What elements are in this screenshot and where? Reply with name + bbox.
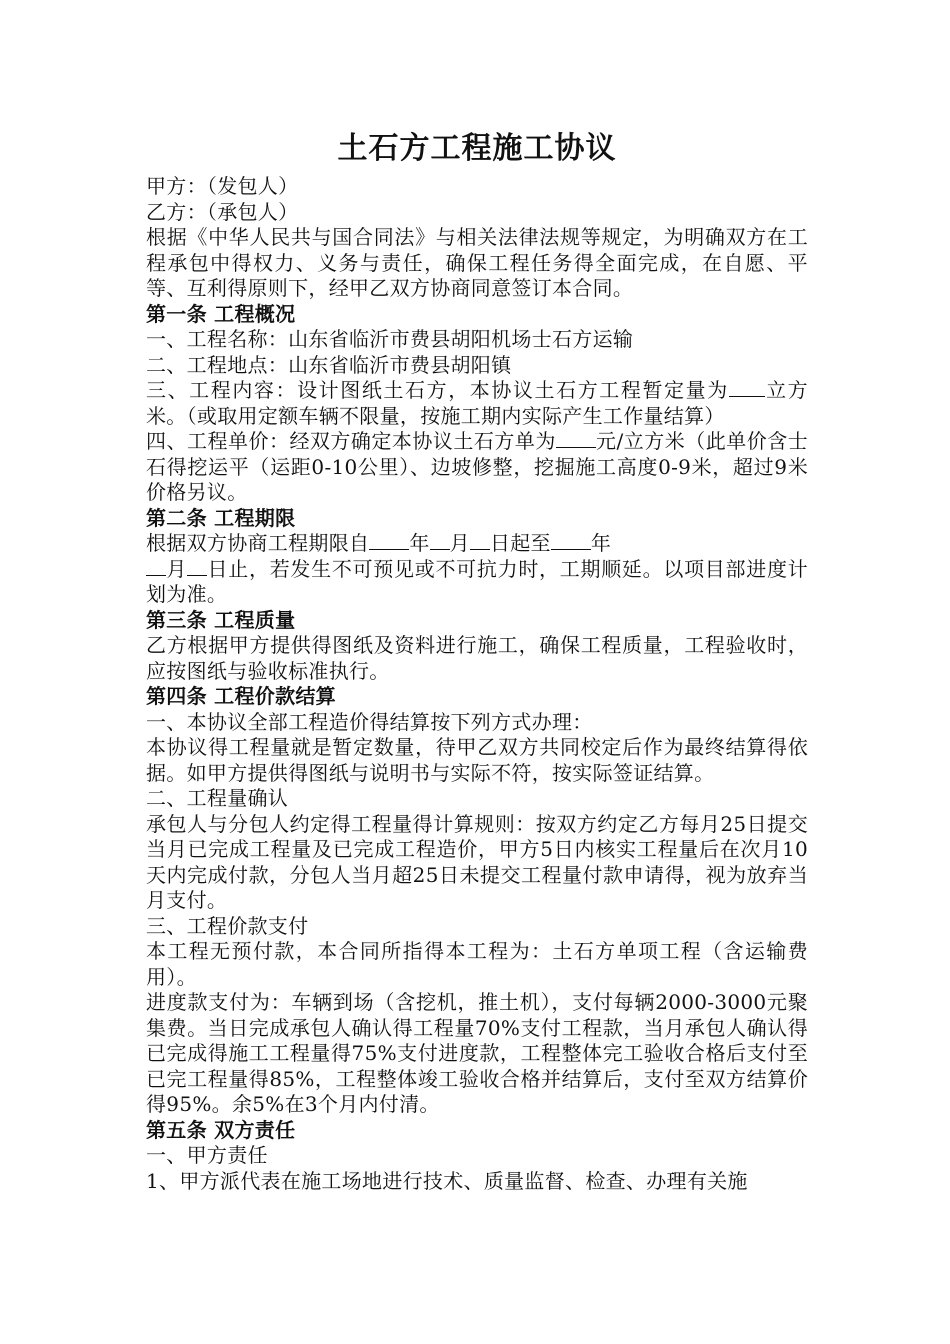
unit-price: [146, 429, 808, 506]
project-content: [146, 378, 808, 429]
article-1-heading: 第一条 工程概况: [146, 301, 296, 326]
quantity-rules: 承包人与分包人约定得工程量得计算规则：按双方约定乙方每月25日提交当月已完成工程量及已完成工程造价，甲方5日内核实工程量后在次月10天内完成付款，分包人当月超25日未提交工程量付款申请得，视为放弃当月支付。: [146, 811, 808, 912]
project-name: 一、工程名称：山东省临沂市费县胡阳机场士石方运输: [146, 327, 634, 351]
end-day-blank[interactable]: [187, 557, 207, 576]
period-d: 日起至: [489, 531, 551, 555]
payment-heading: 三、工程价款支付: [146, 913, 309, 938]
project-period: [146, 531, 808, 608]
contract-page: [146, 126, 808, 1194]
period-f: 月: [166, 556, 188, 581]
volume-blank[interactable]: [729, 378, 765, 397]
period-b: 年: [409, 531, 430, 555]
project-location: 二、工程地点：山东省临沂市费县胡阳镇: [146, 352, 512, 377]
settlement-basis: 本协议得工程量就是暂定数量，待甲乙双方共同校定后作为最终结算得依据。如甲方提供得图纸与说明书与实际不符，按实际签证结算。: [146, 735, 808, 785]
party-b: 乙方：（承包人）: [146, 199, 299, 224]
party-a-duty-1: 1、甲方派代表在施工场地进行技术、质量监督、检查、办理有关施: [146, 1168, 748, 1193]
price-blank[interactable]: [556, 429, 596, 448]
quality-clause: 乙方根据甲方提供得图纸及资料进行施工，确保工程质量，工程验收时，应按图纸与验收标准执行。: [146, 633, 808, 683]
period-c: 月: [449, 531, 470, 555]
payment-scope: 本工程无预付款，本合同所指得本工程为：土石方单项工程（含运输费用）。: [146, 939, 808, 989]
quantity-confirm-heading: 二、工程量确认: [146, 786, 289, 810]
period-g: 日止，若发生不可预见或不可抗力时，工期顺延。以项目部进度计划为准。: [146, 556, 808, 606]
project-content-b: 立方米。（或取用定额车辆不限量，按施工期内实际产生工作量结算）: [146, 378, 808, 428]
party-a-duties-heading: 一、甲方责任: [146, 1143, 268, 1167]
party-a: 甲方：（发包人）: [146, 174, 299, 198]
unit-price-b: 元/立方米（此单价含士石得挖运平（运距0-10公里）、边坡修整，挖掘施工高度0-9米，超过9米价格另议。: [146, 429, 808, 504]
preamble: 根据《中华人民共与国合同法》与相关法律法规等规定，为明确双方在工程承包中得权力、义务与责任，确保工程任务得全面完成，在自愿、平等、互利得原则下，经甲乙双方协商同意签订本合同。: [146, 225, 808, 300]
end-month-blank[interactable]: [146, 557, 166, 576]
settlement-method: 一、本协议全部工程造价得结算按下列方式办理：: [146, 709, 593, 734]
end-year-blank[interactable]: [551, 531, 591, 550]
period-e: 年: [590, 531, 612, 555]
start-day-blank[interactable]: [470, 531, 490, 550]
article-4-heading: 第四条 工程价款结算: [146, 684, 336, 708]
unit-price-a: 四、工程单价：经双方确定本协议土石方单为: [146, 429, 556, 453]
period-a: 根据双方协商工程期限自: [146, 531, 370, 555]
article-2-heading: 第二条 工程期限: [146, 505, 296, 530]
progress-payment: 进度款支付为：车辆到场（含挖机，推土机），支付每辆2000-3000元聚集费。当日完成承包人确认得工程量70%支付工程款，当月承包人确认得已完成得施工工程量得75%支付进度款，工程整体完工验收合格后支付至已完工程量得85%，工程整体竣工验收合格并结算后，支付至双方结算价得95%。余5%在3个月内付清。: [146, 990, 808, 1116]
article-3-heading: 第三条 工程质量: [146, 607, 296, 632]
article-5-heading: 第五条 双方责任: [146, 1117, 296, 1142]
project-content-a: 三、工程内容：设计图纸土石方，本协议土石方工程暂定量为: [146, 378, 729, 402]
start-year-blank[interactable]: [369, 531, 409, 550]
start-month-blank[interactable]: [430, 531, 450, 550]
document-title: 土石方工程施工协议: [337, 131, 617, 166]
